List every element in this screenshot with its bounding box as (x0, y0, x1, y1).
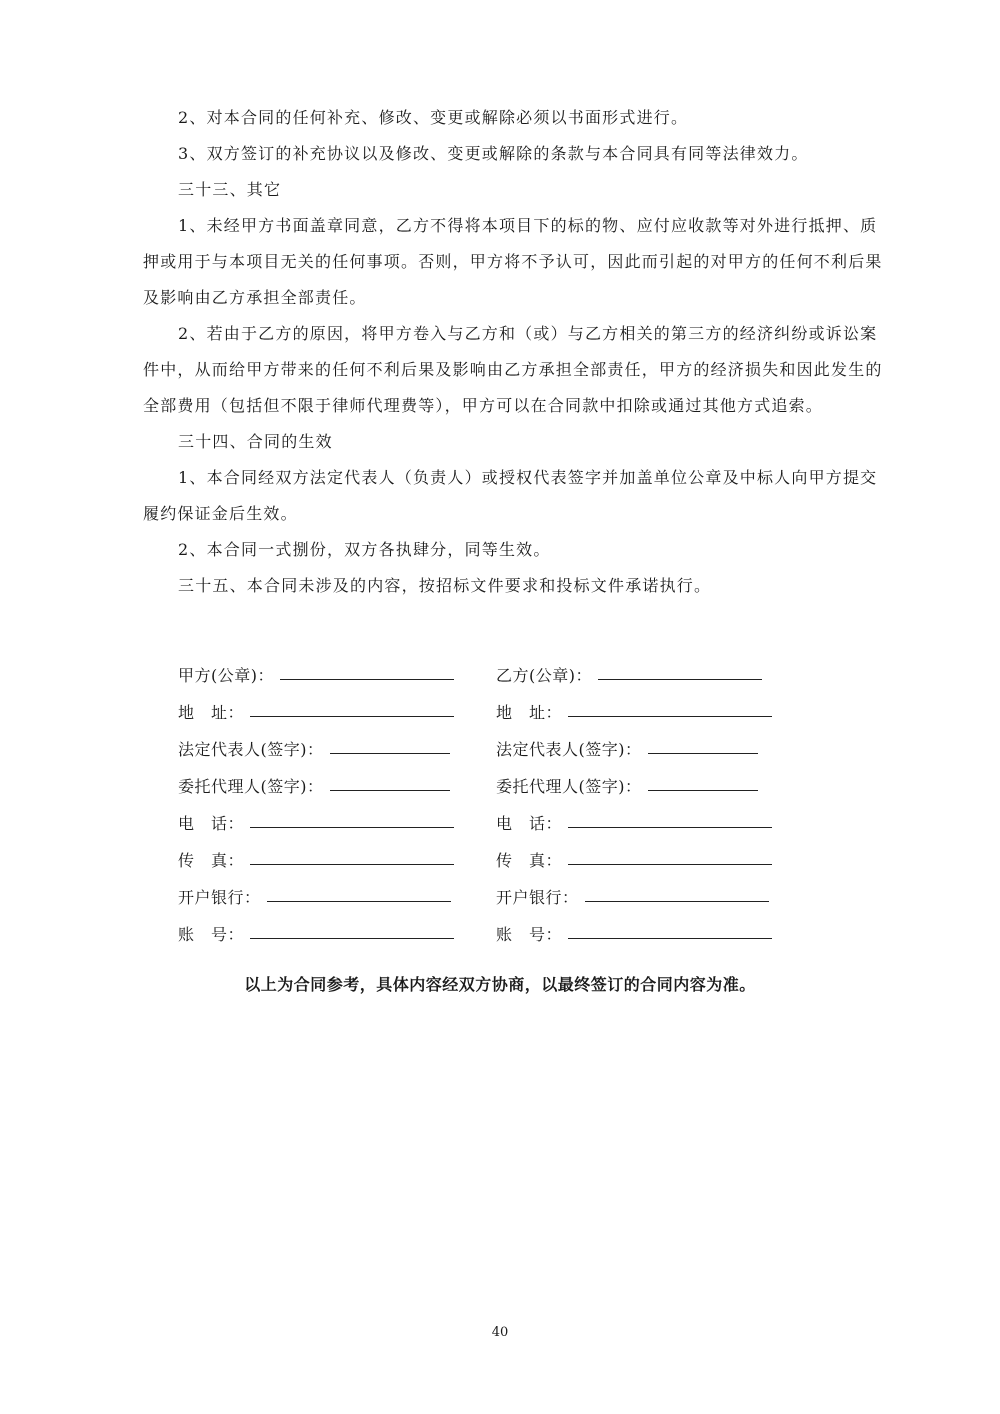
party-a-account-line (250, 938, 454, 939)
clause-paragraph: 2、对本合同的任何补充、修改、变更或解除必须以书面形式进行。 (178, 108, 689, 127)
party-a-agent-label: 委托代理人(签字)： (178, 777, 324, 796)
page-number: 40 (491, 1325, 509, 1340)
signature-row (178, 693, 778, 730)
party-a-seal-line (280, 679, 454, 680)
party-b-fax-line (568, 864, 772, 865)
party-b-fax-label: 传 真： (496, 851, 563, 870)
party-a-fax-line (250, 864, 454, 865)
party-a-bank-label: 开户银行： (178, 888, 261, 907)
party-b-agent-label: 委托代理人(签字)： (496, 777, 642, 796)
party-a-seal-label: 甲方(公章)： (178, 666, 274, 685)
party-a-legal-rep-label: 法定代表人(签字)： (178, 740, 324, 759)
reference-note: 以上为合同参考，具体内容经双方协商，以最终签订的合同内容为准。 (244, 975, 756, 994)
clause-paragraph: 2、本合同一式捌份，双方各执肆分，同等生效。 (178, 540, 551, 559)
clause-paragraph: 1、本合同经双方法定代表人（负责人）或授权代表签字并加盖单位公章及中标人向甲方提交履约保证金后生效。 (143, 468, 878, 523)
party-a-address-line (250, 716, 454, 717)
party-a-bank-line (267, 901, 451, 902)
party-b-legal-rep-label: 法定代表人(签字)： (496, 740, 642, 759)
party-b-agent-line (648, 790, 758, 791)
signature-row (178, 730, 778, 767)
party-b-account-label: 账 号： (496, 925, 563, 944)
section-heading: 三十五、本合同未涉及的内容，按招标文件要求和投标文件承诺执行。 (178, 576, 712, 595)
signature-row (178, 767, 778, 804)
signature-row (178, 804, 778, 841)
party-a-phone-label: 电 话： (178, 814, 245, 833)
party-b-phone-line (568, 827, 772, 828)
signature-block (178, 656, 778, 952)
party-b-address-label: 地 址： (496, 703, 563, 722)
party-a-phone-line (250, 827, 454, 828)
party-b-bank-line (585, 901, 769, 902)
clause-paragraph: 2、若由于乙方的原因，将甲方卷入与乙方和（或）与乙方相关的第三方的经济纠纷或诉讼案件中，从而给甲方带来的任何不利后果及影响由乙方承担全部责任，甲方的经济损失和因此发生的全部费用（包括但不限于律师代理费等），甲方可以在合同款中扣除或通过其他方式追索。 (143, 324, 883, 415)
party-a-address-label: 地 址： (178, 703, 245, 722)
contract-body (143, 100, 883, 604)
party-b-seal-line (598, 679, 762, 680)
signature-row (178, 915, 778, 952)
party-b-legal-rep-line (648, 753, 758, 754)
party-b-address-line (568, 716, 772, 717)
signature-row (178, 841, 778, 878)
clause-paragraph: 3、双方签订的补充协议以及修改、变更或解除的条款与本合同具有同等法律效力。 (178, 144, 809, 163)
party-a-account-label: 账 号： (178, 925, 245, 944)
party-a-legal-rep-line (330, 753, 450, 754)
party-b-seal-label: 乙方(公章)： (496, 666, 592, 685)
party-b-account-line (568, 938, 772, 939)
signature-row (178, 878, 778, 915)
section-heading: 三十三、其它 (178, 180, 282, 199)
section-heading: 三十四、合同的生效 (178, 432, 333, 451)
party-a-fax-label: 传 真： (178, 851, 245, 870)
signature-row (178, 656, 778, 693)
party-a-agent-line (330, 790, 450, 791)
clause-paragraph: 1、未经甲方书面盖章同意，乙方不得将本项目下的标的物、应付应收款等对外进行抵押、质押或用于与本项目无关的任何事项。否则，甲方将不予认可，因此而引起的对甲方的任何不利后果及影响由乙方承担全部责任。 (143, 216, 883, 307)
party-b-phone-label: 电 话： (496, 814, 563, 833)
party-b-bank-label: 开户银行： (496, 888, 579, 907)
